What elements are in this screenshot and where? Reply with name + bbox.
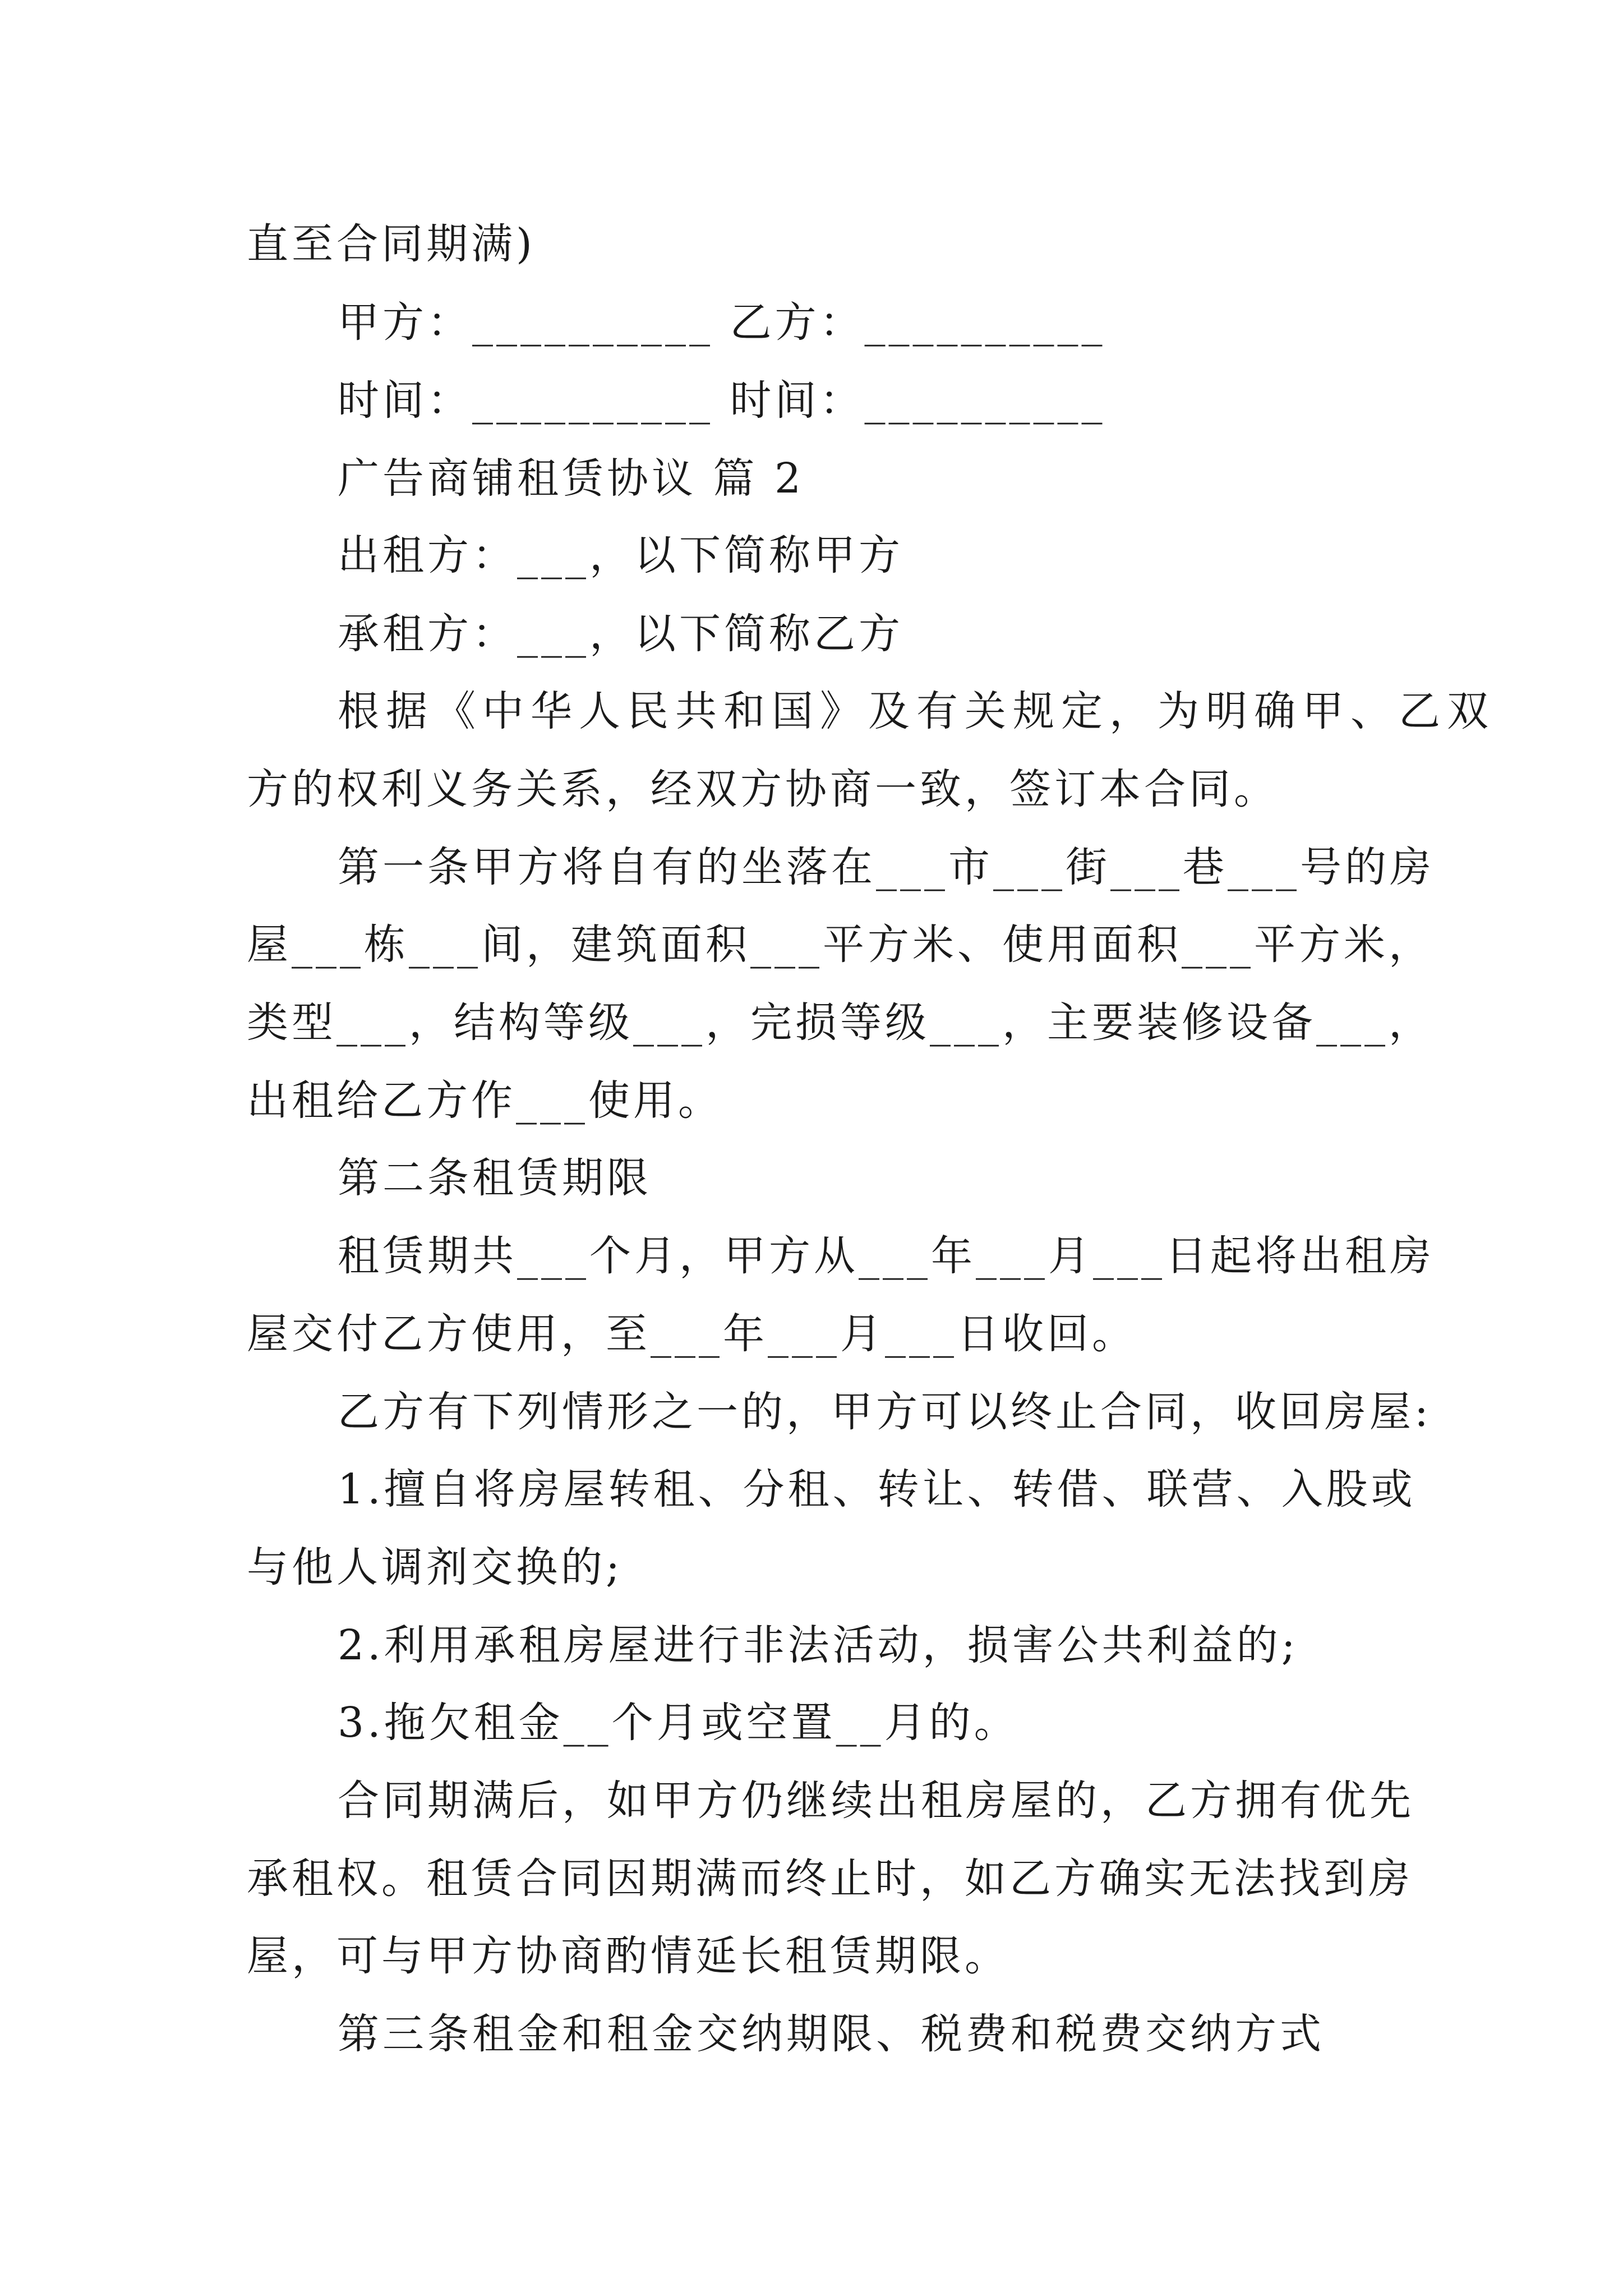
text-line: 时间：__________ 时间：__________ [338,376,1106,425]
text-line: 第二条租赁期限 [338,1154,652,1202]
text-line: 租赁期共___个月，甲方从___年___月___日起将出租房 [338,1232,1435,1280]
text-line: 承租方：___，以下简称乙方 [338,610,903,658]
text-line: 类型___，结构等级___，完损等级___，主要装修设备___， [247,999,1433,1047]
text-line: 第三条租金和租金交纳期限、税费和税费交纳方式 [338,2010,1325,2058]
text-line: 2.利用承租房屋进行非法活动，损害公共利益的; [338,1621,1299,1669]
text-line: 方的权利义务关系，经双方协商一致，签订本合同。 [247,765,1279,813]
text-line: 根据《中华人民共和国》及有关规定，为明确甲、乙双 [338,687,1495,735]
text-line: 承租权。租赁合同因期满而终止时，如乙方确实无法找到房 [247,1855,1413,1903]
text-line: 出租给乙方作___使用。 [247,1076,723,1125]
text-line: 屋，可与甲方协商酌情延长租赁期限。 [247,1932,1009,1980]
text-line: 直至合同期满) [247,220,536,268]
text-line: 第一条甲方将自有的坐落在___市___街___巷___号的房 [338,843,1435,891]
text-line: 乙方有下列情形之一的，甲方可以终止合同，收回房屋: [338,1388,1432,1436]
text-line: 与他人调剂交换的; [247,1543,623,1591]
text-line: 合同期满后，如甲方仍继续出租房屋的，乙方拥有优先 [338,1777,1414,1825]
text-line: 出租方：___，以下简称甲方 [338,531,903,579]
text-line: 3.拖欠租金__个月或空置__月的。 [338,1699,1019,1747]
text-line: 屋___栋___间，建筑面积___平方米、使用面积___平方米， [247,921,1433,969]
text-line: 甲方：__________ 乙方：__________ [338,298,1106,347]
text-line: 屋交付乙方使用，至___年___月___日收回。 [247,1310,1137,1358]
text-line: 1.擅自将房屋转租、分租、转让、转借、联营、入股或 [338,1465,1416,1513]
section-heading: 广告商铺租赁协议 篇 2 [338,454,805,503]
